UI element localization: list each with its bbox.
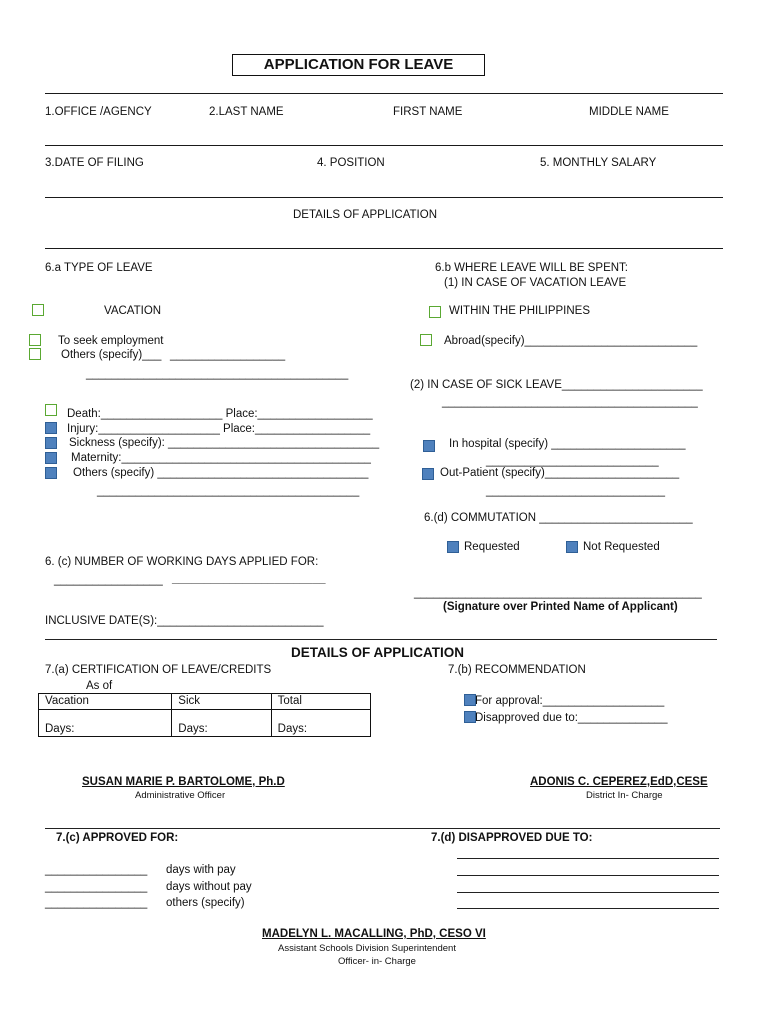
recommendation-heading: 7.(b) RECOMMENDATION — [448, 664, 586, 676]
disapproved-due-heading: 7.(d) DISAPPROVED DUE TO: — [431, 832, 593, 844]
disapproved-reason-line[interactable] — [457, 858, 719, 859]
disapproved-field[interactable]: Disapproved due to:______________ — [475, 712, 668, 724]
divider-line — [45, 248, 723, 249]
sickness-checkbox[interactable] — [45, 437, 57, 449]
sickness-field[interactable]: Sickness (specify): _________________________________ — [69, 437, 380, 449]
for-approval-field[interactable]: For approval:___________________ — [475, 695, 665, 707]
in-hospital-checkbox[interactable] — [423, 440, 435, 452]
type-of-leave-heading: 6.a TYPE OF LEAVE — [45, 262, 153, 274]
days-with-pay-line[interactable]: ________________ — [45, 864, 148, 876]
table-header-sick: Sick — [172, 694, 271, 710]
superintendent-name: MADELYN L. MACALLING, PhD, CESO VI — [262, 928, 486, 940]
out-patient-field[interactable]: Out-Patient (specify)_____________________ — [440, 467, 680, 479]
vacation-case-heading: (1) IN CASE OF VACATION LEAVE — [444, 277, 627, 289]
seek-employment-checkbox[interactable] — [29, 334, 41, 346]
position-label: 4. POSITION — [317, 157, 385, 169]
seek-employment-label: To seek employment — [58, 335, 164, 347]
others-sick-field[interactable]: Others (specify) _________________________________ — [73, 467, 369, 479]
vacation-label: VACATION — [104, 305, 162, 317]
signature-line[interactable]: _____________________________________________ — [414, 587, 702, 599]
divider-line — [45, 639, 717, 640]
others-specify-line[interactable]: __________________ — [170, 349, 286, 361]
out-patient-extra-line[interactable]: ____________________________ — [486, 485, 666, 497]
working-days-heading: 6. (c) NUMBER OF WORKING DAYS APPLIED FOR: — [45, 556, 319, 568]
superintendent-role: Assistant Schools Division Superintendent — [278, 943, 456, 954]
disapproved-reason-line[interactable] — [457, 892, 719, 893]
last-name-label: 2.LAST NAME — [209, 106, 284, 118]
approved-for-heading: 7.(c) APPROVED FOR: — [56, 832, 179, 844]
form-title: APPLICATION FOR LEAVE — [232, 54, 485, 76]
not-requested-label: Not Requested — [583, 541, 660, 553]
others-extra-line[interactable]: _________________________________________ — [86, 368, 349, 380]
leave-credits-table — [38, 693, 371, 737]
abroad-field[interactable]: Abroad(specify)___________________________ — [444, 335, 698, 347]
vacation-checkbox[interactable] — [32, 304, 44, 316]
others-sick-extra-line[interactable]: _________________________________________ — [97, 485, 360, 497]
disapproved-reason-line[interactable] — [457, 875, 719, 876]
divider-line — [45, 145, 723, 146]
days-with-pay-label: days with pay — [166, 864, 236, 876]
days-without-pay-line[interactable]: ________________ — [45, 881, 148, 893]
out-patient-checkbox[interactable] — [422, 468, 434, 480]
where-spent-heading: 6.b WHERE LEAVE WILL BE SPENT: — [435, 262, 629, 274]
table-header-vacation: Vacation — [39, 694, 172, 710]
others-sick-checkbox[interactable] — [45, 467, 57, 479]
certification-heading: 7.(a) CERTIFICATION OF LEAVE/CREDITS — [45, 664, 272, 676]
details-heading: DETAILS OF APPLICATION — [293, 209, 437, 221]
injury-field[interactable]: Injury:___________________ Place:__________________ — [67, 423, 371, 435]
requested-label: Requested — [464, 541, 520, 553]
others-approved-label: others (specify) — [166, 897, 245, 909]
disapproved-reason-line[interactable] — [457, 908, 719, 909]
sick-case-line[interactable]: ________________________________________ — [442, 396, 698, 408]
inclusive-dates-field[interactable]: INCLUSIVE DATE(S):__________________________ — [45, 615, 324, 627]
office-agency-label: 1.OFFICE /AGENCY — [45, 106, 152, 118]
death-checkbox[interactable] — [45, 404, 57, 416]
maternity-checkbox[interactable] — [45, 452, 57, 464]
others-approved-line[interactable]: ________________ — [45, 897, 148, 909]
table-header-total: Total — [271, 694, 370, 710]
date-of-filing-label: 3.DATE OF FILING — [45, 157, 144, 169]
monthly-salary-label: 5. MONTHLY SALARY — [540, 157, 657, 169]
others-specify-label: Others (specify)___ — [61, 349, 162, 361]
requested-checkbox[interactable] — [447, 541, 459, 553]
middle-name-label: MIDDLE NAME — [589, 106, 669, 118]
death-field[interactable]: Death:___________________ Place:__________________ — [67, 408, 373, 420]
sick-case-heading: (2) IN CASE OF SICK LEAVE______________________ — [410, 379, 703, 391]
divider-line — [45, 828, 720, 829]
days-without-pay-label: days without pay — [166, 881, 252, 893]
total-days-cell[interactable]: Days: — [271, 710, 370, 737]
others-checkbox[interactable] — [29, 348, 41, 360]
divider-line — [45, 93, 723, 94]
within-philippines-label: WITHIN THE PHILIPPINES — [449, 305, 591, 317]
not-requested-checkbox[interactable] — [566, 541, 578, 553]
working-days-line-b[interactable]: ________________________ — [172, 573, 326, 585]
divider-line — [45, 197, 723, 198]
superintendent-role-oic: Officer- in- Charge — [338, 956, 416, 967]
sick-days-cell[interactable]: Days: — [172, 710, 271, 737]
officer-left-name: SUSAN MARIE P. BARTOLOME, Ph.D — [82, 776, 285, 788]
in-hospital-extra-line[interactable]: ___________________________ — [486, 455, 659, 467]
officer-left-role: Administrative Officer — [135, 790, 226, 801]
as-of-label: As of — [86, 680, 113, 692]
working-days-line-a[interactable]: _________________ — [54, 574, 163, 586]
officer-right-role: District In- Charge — [586, 790, 663, 801]
vacation-days-cell[interactable]: Days: — [39, 710, 172, 737]
first-name-label: FIRST NAME — [393, 106, 463, 118]
abroad-checkbox[interactable] — [420, 334, 432, 346]
signature-caption: (Signature over Printed Name of Applicant) — [443, 601, 678, 613]
maternity-field[interactable]: Maternity:_______________________________________ — [71, 452, 371, 464]
in-hospital-field[interactable]: In hospital (specify) _____________________ — [449, 438, 686, 450]
injury-checkbox[interactable] — [45, 422, 57, 434]
officer-right-name: ADONIS C. CEPEREZ,EdD,CESE — [530, 776, 708, 788]
section7-heading: DETAILS OF APPLICATION — [291, 645, 464, 660]
within-philippines-checkbox[interactable] — [429, 306, 441, 318]
commutation-heading: 6.(d) COMMUTATION ________________________ — [424, 512, 693, 524]
